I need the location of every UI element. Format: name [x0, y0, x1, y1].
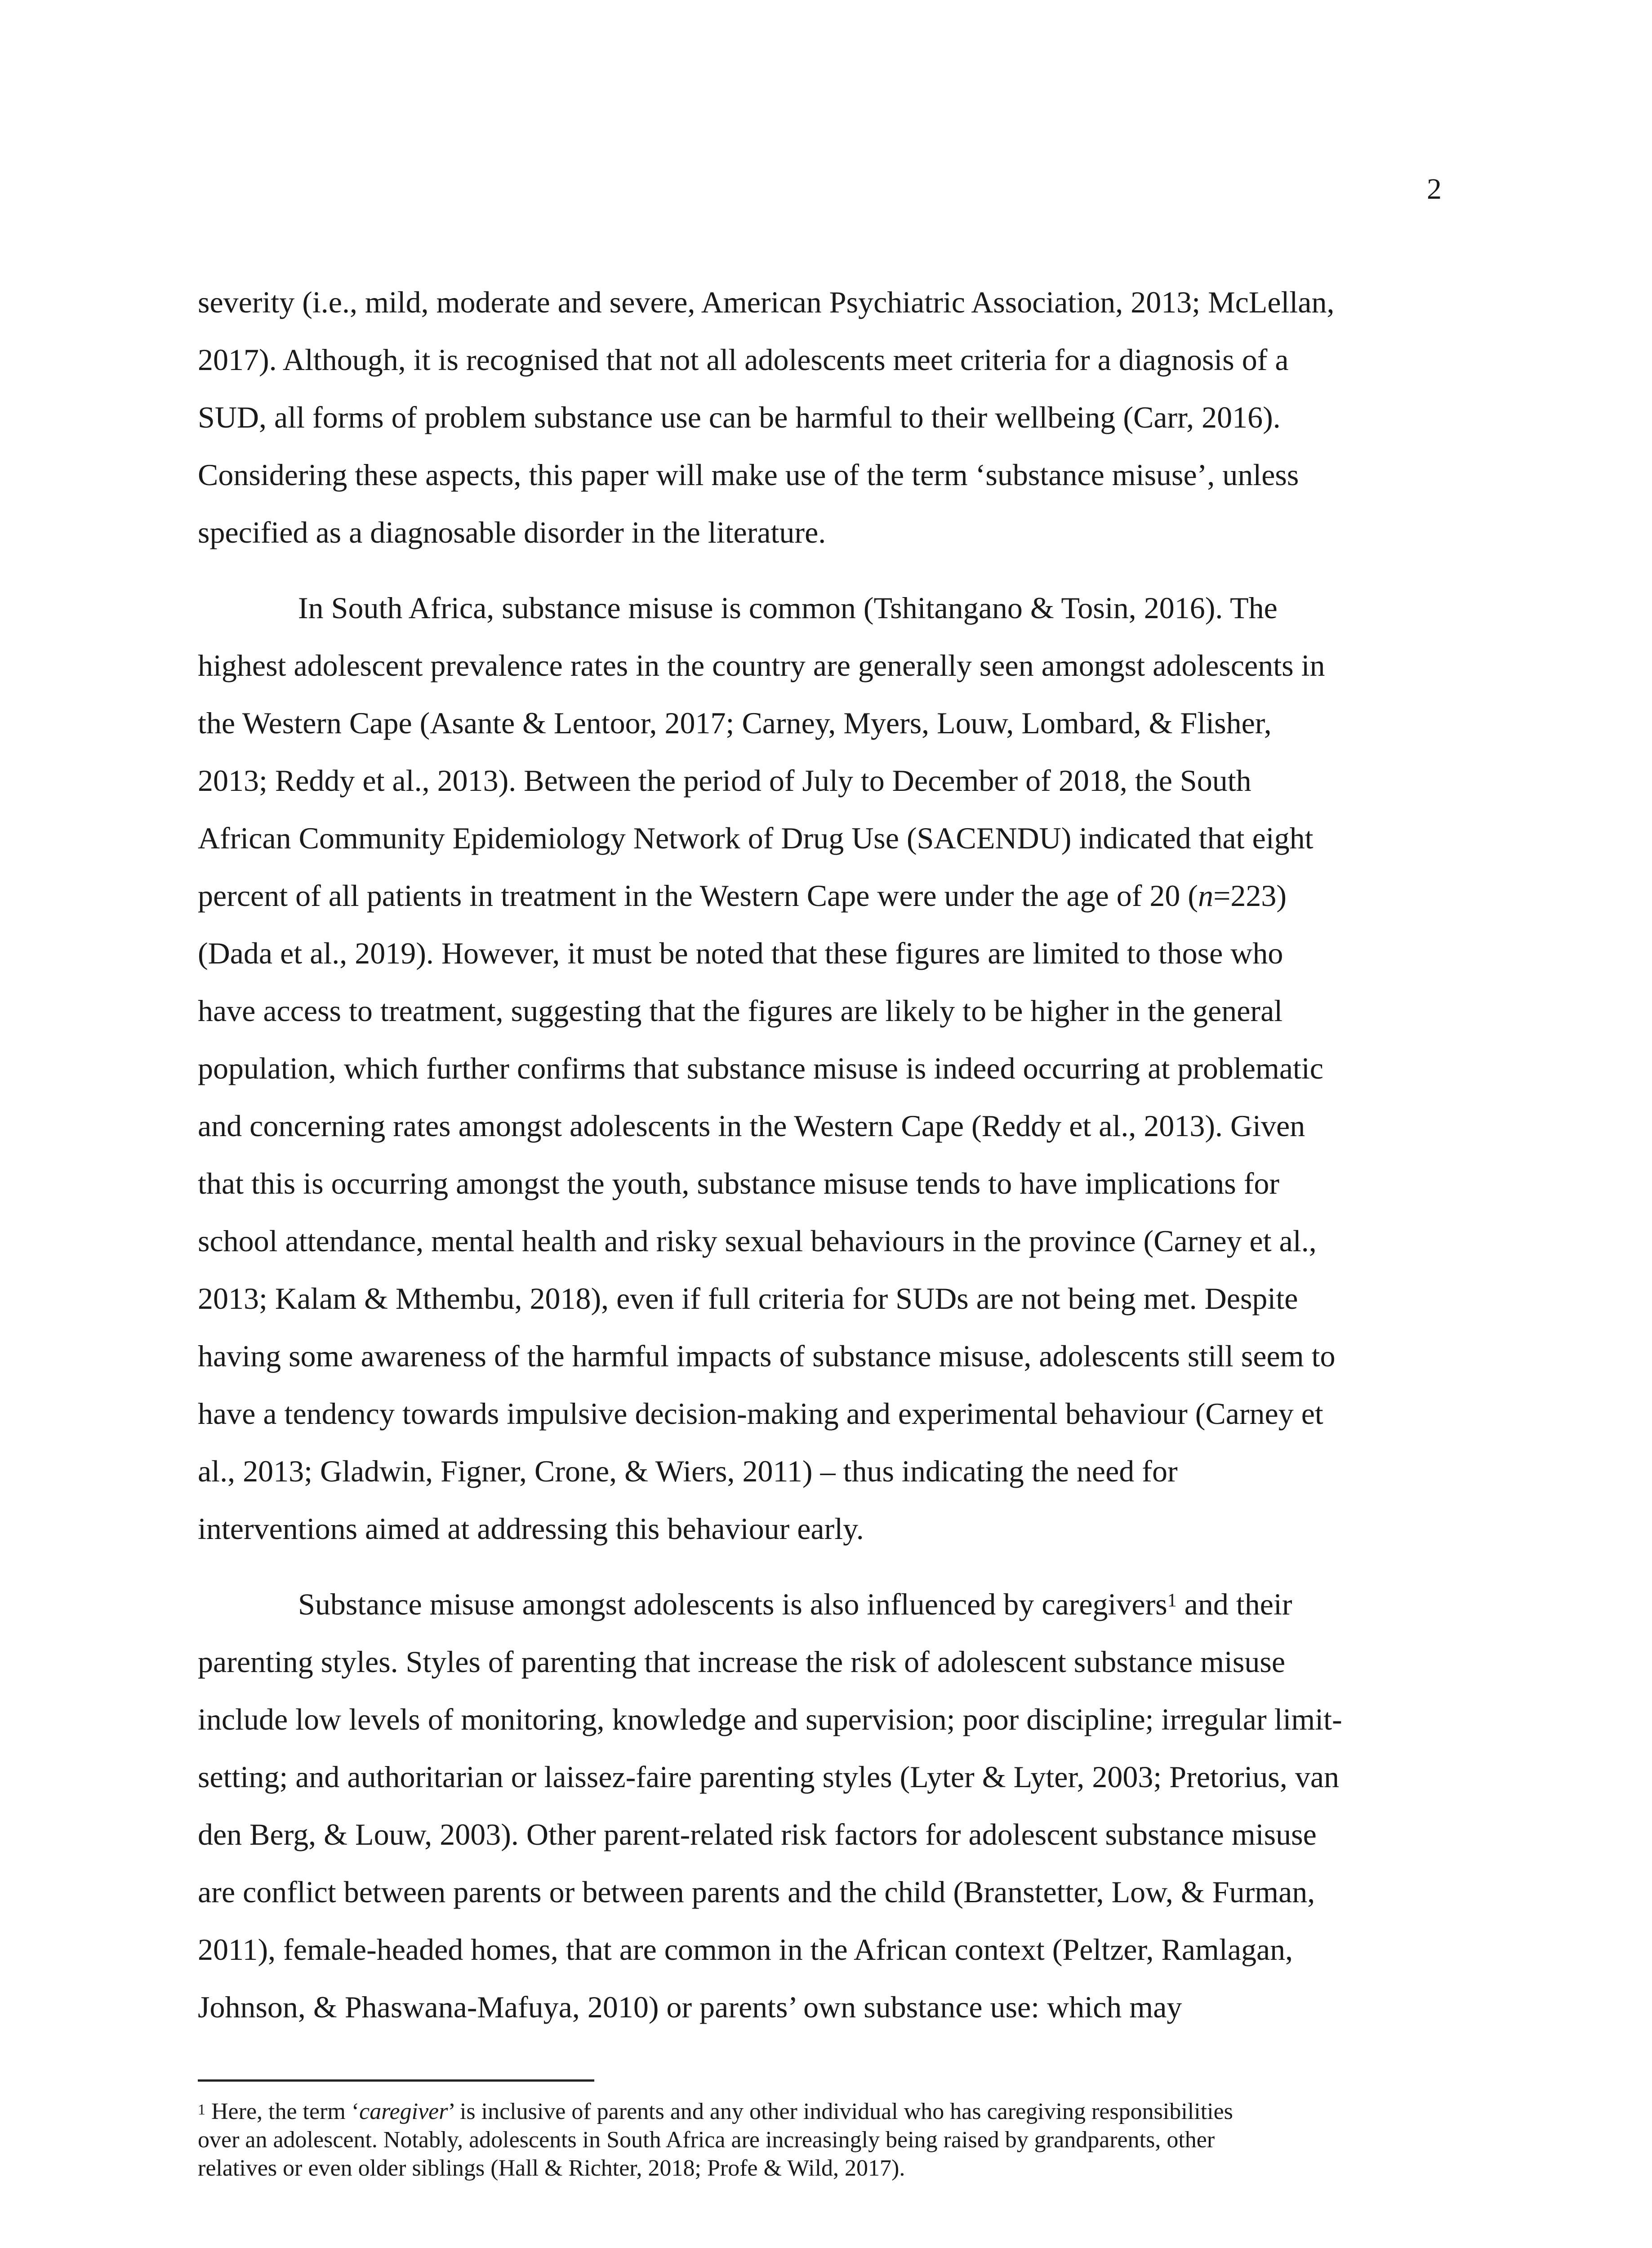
text-line: 2011), female-headed homes, that are common in the African context (Peltzer, Ramlagan,	[198, 1932, 1293, 1967]
text-line: parenting styles. Styles of parenting that increase the risk of adolescent substance misuse	[198, 1645, 1286, 1679]
text-line: specified as a diagnosable disorder in the literature.	[198, 515, 826, 549]
text-line: the Western Cape (Asante & Lentoor, 2017; Carney, Myers, Louw, Lombard, & Flisher,	[198, 706, 1272, 740]
text-line: have access to treatment, suggesting that the figures are likely to be higher in the general	[198, 994, 1283, 1028]
footnote-line	[198, 2097, 1479, 2126]
paragraph-2	[198, 579, 1479, 1557]
text-line: have a tendency towards impulsive decision-making and experimental behaviour (Carney et	[198, 1396, 1323, 1431]
text-line: school attendance, mental health and risky sexual behaviours in the province (Carney et al.,	[198, 1224, 1317, 1258]
italic-caregiver: caregiver	[359, 2099, 448, 2124]
body-text	[198, 273, 1479, 2036]
text-segment: ’ is inclusive of parents and any other individual who has caregiving responsibilities	[448, 2099, 1233, 2124]
text-line: that this is occurring amongst the youth, substance misuse tends to have implications for	[198, 1166, 1280, 1200]
text-line: interventions aimed at addressing this behaviour early.	[198, 1512, 864, 1546]
page-number: 2	[1427, 173, 1442, 205]
text-segment: =223)	[1213, 879, 1287, 913]
text-segment: and their	[1176, 1587, 1292, 1621]
footnote	[198, 2097, 1479, 2182]
paragraph-1	[198, 273, 1479, 561]
footnote-line: over an adolescent. Notably, adolescents in South Africa are increasingly being raised by grandparents, other	[198, 2127, 1215, 2153]
footnote-reference: 1	[1167, 1590, 1177, 1611]
text-line	[198, 867, 1479, 924]
text-line: are conflict between parents or between parents and the child (Branstetter, Low, & Furman,	[198, 1875, 1315, 1909]
text-segment: percent of all patients in treatment in the Western Cape were under the age of 20 (	[198, 879, 1198, 913]
text-line: having some awareness of the harmful impacts of substance misuse, adolescents still seem to	[198, 1339, 1336, 1373]
text-line: den Berg, & Louw, 2003). Other parent-related risk factors for adolescent substance misuse	[198, 1817, 1317, 1851]
text-line: (Dada et al., 2019). However, it must be noted that these figures are limited to those who	[198, 936, 1283, 970]
text-line: setting; and authoritarian or laissez-faire parenting styles (Lyter & Lyter, 2003; Pretorius, van	[198, 1760, 1340, 1794]
text-line: al., 2013; Gladwin, Figner, Crone, & Wiers, 2011) – thus indicating the need for	[198, 1454, 1178, 1488]
text-line: highest adolescent prevalence rates in the country are generally seen amongst adolescents in	[198, 648, 1325, 682]
footnote-separator	[198, 2079, 594, 2082]
text-segment: Here, the term ‘	[205, 2099, 360, 2124]
text-line: In South Africa, substance misuse is common (Tshitangano & Tosin, 2016). The	[298, 591, 1278, 625]
footnote-line: relatives or even older siblings (Hall & Richter, 2018; Profe & Wild, 2017).	[198, 2155, 905, 2181]
text-line: SUD, all forms of problem substance use can be harmful to their wellbeing (Carr, 2016).	[198, 400, 1281, 434]
text-line: Considering these aspects, this paper will make use of the term ‘substance misuse’, unless	[198, 458, 1299, 492]
text-line: 2017). Although, it is recognised that not all adolescents meet criteria for a diagnosis of a	[198, 343, 1289, 377]
text-line: Johnson, & Phaswana-Mafuya, 2010) or parents’ own substance use: which may	[198, 1990, 1182, 2024]
paragraph-3	[198, 1575, 1479, 2036]
text-line	[198, 1575, 1479, 1633]
text-line: population, which further confirms that substance misuse is indeed occurring at problematic	[198, 1051, 1323, 1085]
text-segment: Substance misuse amongst adolescents is also influenced by caregivers	[298, 1587, 1167, 1621]
text-line: and concerning rates amongst adolescents in the Western Cape (Reddy et al., 2013). Given	[198, 1109, 1305, 1143]
text-line: include low levels of monitoring, knowledge and supervision; poor discipline; irregular limit-	[198, 1702, 1342, 1736]
text-line: 2013; Reddy et al., 2013). Between the period of July to December of 2018, the South	[198, 763, 1251, 798]
footnote-marker: 1	[198, 2101, 205, 2118]
italic-n: n	[1198, 879, 1214, 913]
text-line: severity (i.e., mild, moderate and severe, American Psychiatric Association, 2013; McLellan,	[198, 285, 1335, 319]
text-line: African Community Epidemiology Network of Drug Use (SACENDU) indicated that eight	[198, 821, 1314, 855]
text-line: 2013; Kalam & Mthembu, 2018), even if full criteria for SUDs are not being met. Despite	[198, 1281, 1298, 1316]
